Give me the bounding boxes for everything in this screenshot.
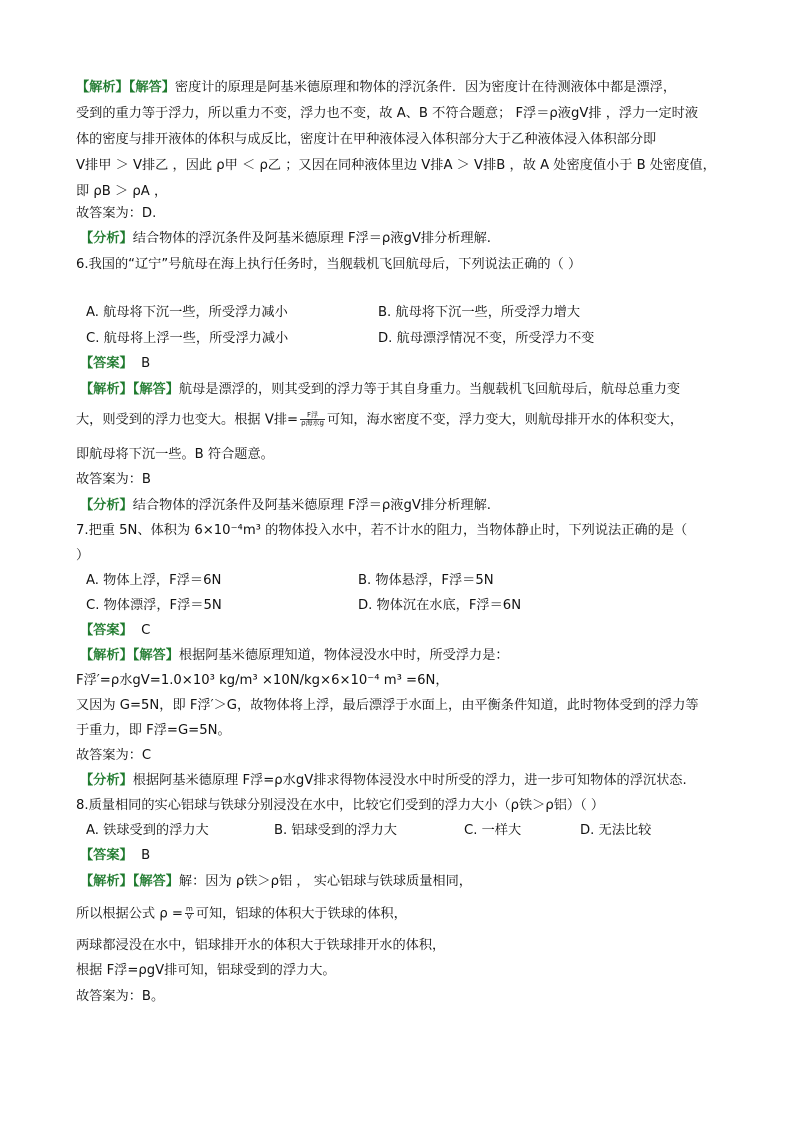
q5-explanation-line-4: V排甲 ＞ V排乙 ，因此 ρ甲 ＜ ρ乙 ；又因在同种液体里边 V排A ＞ V排B ，故 A 处密度值小于 B 处密度值， xyxy=(76,158,716,173)
q6-option-d: D. 航母漂浮情况不变，所受浮力不变 xyxy=(378,331,595,346)
text: 密度计的原理是阿基米德原理和物体的浮沉条件．因为密度计在待测液体中都是漂浮， xyxy=(174,80,677,95)
text: 可知，海水密度不变，浮力变大，则航母排开水的体积变大， xyxy=(326,412,684,428)
q7-option-d: D. 物体沉在水底，F浮＝6N xyxy=(358,598,522,613)
fraction-numerator: m xyxy=(185,905,193,913)
text: 结合物体的浮沉条件及阿基米德原理 F浮＝ρ液gV排分析理解. xyxy=(132,231,491,246)
q6-explanation-line-2 xyxy=(76,412,683,427)
daan-tag: 【答案】 xyxy=(80,623,133,638)
fenxi-tag: 【分析】 xyxy=(80,498,133,513)
text: 航母是漂浮的，则其受到的浮力等于其自身重力。当舰载机飞回航母后，航母总重力变 xyxy=(178,382,681,397)
q5-explanation-line-5: 即 ρB ＞ ρA ， xyxy=(76,184,168,199)
q8-stem: 8.质量相同的实心铝球与铁球分别浸没在水中，比较它们受到的浮力大小（ρ铁＞ρ铝）（ ） xyxy=(76,798,605,813)
q5-explanation-line-2: 受到的重力等于浮力，所以重力不变，浮力也不变，故 A、B 不符合题意； F浮＝ρ液gV排 ，浮力一定时液 xyxy=(76,106,699,121)
jiexi-tag: 【解析】 xyxy=(80,648,133,663)
q5-answer-line: 故答案为：D. xyxy=(76,206,157,221)
q6-explanation-line-1 xyxy=(80,383,680,396)
text: 结合物体的浮沉条件及阿基米德原理 F浮＝ρ液gV排分析理解. xyxy=(132,498,491,513)
q8-explanation-line-3: 两球都浸没在水中，铝球排开水的体积大于铁球排开水的体积， xyxy=(76,938,446,953)
q6-option-c: C. 航母将上浮一些，所受浮力减小 xyxy=(86,331,289,346)
q8-option-b: B. 铝球受到的浮力大 xyxy=(274,823,397,838)
jiexi-tag: 【解析】 xyxy=(80,382,133,397)
q7-answer-line: 故答案为：C xyxy=(76,748,152,763)
q5-analysis xyxy=(80,232,491,245)
q7-option-b: B. 物体悬浮，F浮＝5N xyxy=(358,573,494,588)
jieda-tag: 【解答】 xyxy=(132,382,179,397)
formula-fraction xyxy=(185,906,194,921)
q7-explanation-line-2: F浮′=ρ水gV=1.0×10³ kg/m³ ×10N/kg×6×10⁻⁴ m³ =6N， xyxy=(76,673,449,688)
jiexi-tag: 【解析】 xyxy=(76,80,129,95)
q8-explanation-line-2 xyxy=(76,906,407,921)
text: 所以根据公式 ρ = xyxy=(76,906,183,922)
formula-fraction xyxy=(300,412,325,427)
daan-tag: 【答案】 xyxy=(80,848,133,863)
q7-answer xyxy=(80,624,150,637)
fenxi-tag: 【分析】 xyxy=(80,231,133,246)
q6-stem: 6.我国的“辽宁”号航母在海上执行任务时，当舰载机飞回航母后，下列说法正确的（ ） xyxy=(76,257,582,272)
q8-answer xyxy=(80,849,150,862)
q7-stem-line-2: ） xyxy=(76,548,90,563)
daan-tag: 【答案】 xyxy=(80,356,133,371)
fenxi-tag: 【分析】 xyxy=(80,773,133,788)
q7-explanation-line-4: 于重力，即 F浮=G=5N。 xyxy=(76,723,231,738)
text: 解：因为 ρ铁＞ρ铝 ， 实心铝球与铁球质量相同， xyxy=(178,874,472,889)
q6-answer-line: 故答案为：B xyxy=(76,472,151,487)
q5-explanation-line-3: 体的密度与排开液体的体积与成反比，密度计在甲种液体浸入体积部分大于乙种液体浸入体积部分即 xyxy=(76,132,657,147)
q6-option-a: A. 航母将下沉一些，所受浮力减小 xyxy=(86,305,288,320)
text: 根据阿基米德原理知道，物体浸没水中时，所受浮力是： xyxy=(178,648,509,663)
jieda-tag: 【解答】 xyxy=(128,80,175,95)
q6-explanation-line-3: 即航母将下沉一些。B 符合题意。 xyxy=(76,447,274,462)
q8-option-d: D. 无法比较 xyxy=(580,823,652,838)
q8-explanation-line-4: 根据 F浮=ρgV排可知，铝球受到的浮力大。 xyxy=(76,963,336,978)
answer-value: C xyxy=(141,623,151,638)
q7-option-c: C. 物体漂浮，F浮＝5N xyxy=(86,598,222,613)
fraction-denominator: ρ海水g xyxy=(301,419,324,427)
fraction-denominator: V xyxy=(186,913,192,921)
q5-explanation-line-1 xyxy=(76,81,676,94)
text: 大，则受到的浮力也变大。根据 V排= xyxy=(76,412,299,428)
q7-explanation-line-3: 又因为 G=5N，即 F浮′＞G，故物体将上浮，最后漂浮于水面上，由平衡条件知道，此时物体受到的浮力等 xyxy=(76,698,699,713)
q7-explanation-line-1 xyxy=(80,649,509,662)
q8-option-c: C. 一样大 xyxy=(464,823,522,838)
answer-value: B xyxy=(141,848,151,863)
text: 根据阿基米德原理 F浮=ρ水gV排求得物体浸没水中时所受的浮力，进一步可知物体的浮沉状态. xyxy=(132,773,687,788)
q6-analysis xyxy=(80,499,491,512)
text: 可知，铝球的体积大于铁球的体积， xyxy=(195,906,407,922)
q6-option-b: B. 航母将下沉一些，所受浮力增大 xyxy=(378,305,581,320)
q8-answer-line: 故答案为：B。 xyxy=(76,989,165,1004)
jieda-tag: 【解答】 xyxy=(132,874,179,889)
q6-answer xyxy=(80,357,150,370)
jiexi-tag: 【解析】 xyxy=(80,874,133,889)
q7-stem-line-1: 7.把重 5N、体积为 6×10⁻⁴m³ 的物体投入水中，若不计水的阻力，当物体静止时，下列说法正确的是（ xyxy=(76,523,688,538)
jieda-tag: 【解答】 xyxy=(132,648,179,663)
q8-option-a: A. 铁球受到的浮力大 xyxy=(86,823,209,838)
fraction-numerator: F浮 xyxy=(300,412,325,420)
answer-value: B xyxy=(141,356,151,371)
q7-analysis xyxy=(80,774,687,787)
q7-option-a: A. 物体上浮，F浮＝6N xyxy=(86,573,222,588)
q8-explanation-line-1 xyxy=(80,875,472,888)
